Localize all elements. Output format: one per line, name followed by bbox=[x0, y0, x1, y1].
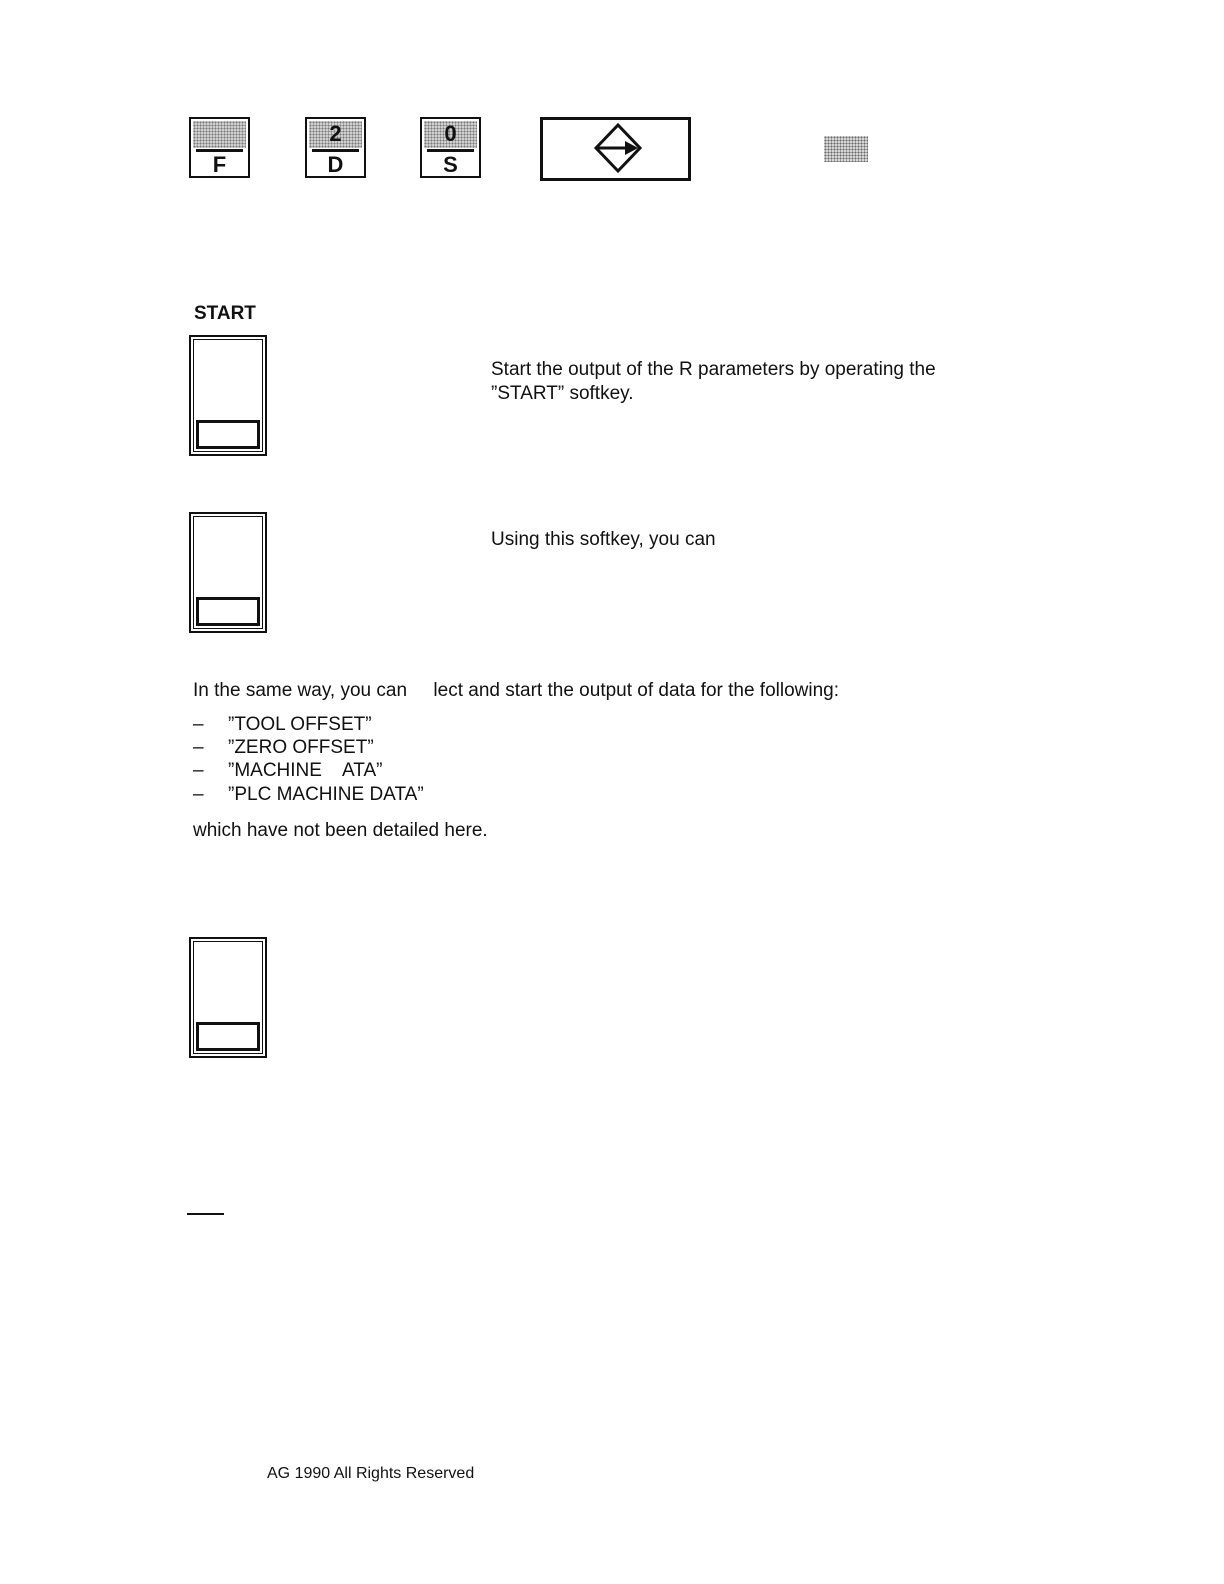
list-dash: – bbox=[193, 737, 204, 759]
unlabeled-softkey[interactable] bbox=[189, 512, 267, 633]
list-item bbox=[193, 713, 693, 736]
list-item-text: ”PLC MACHINE DATA” bbox=[228, 783, 424, 805]
footnote-rule bbox=[187, 1213, 224, 1215]
list-item bbox=[193, 736, 693, 759]
key-2-d[interactable] bbox=[305, 117, 366, 178]
list-item-text: ”TOOL OFFSET” bbox=[228, 714, 372, 735]
list-item bbox=[193, 759, 693, 782]
key-shade bbox=[193, 121, 246, 148]
softkey-slot bbox=[196, 1022, 260, 1051]
copyright-footer: AG 1990 All Rights Reserved bbox=[267, 1465, 475, 1482]
softkey-slot bbox=[196, 597, 260, 626]
input-arrow-icon bbox=[543, 120, 688, 178]
list-item bbox=[193, 783, 693, 806]
list-item-text: ”ZERO OFFSET” bbox=[228, 737, 374, 759]
list-dash: – bbox=[193, 760, 204, 782]
start-softkey-label: START bbox=[194, 303, 256, 324]
start-softkey[interactable] bbox=[189, 335, 267, 456]
key-bottom-char: D bbox=[327, 152, 344, 177]
softkey-lower[interactable] bbox=[189, 937, 267, 1058]
input-key[interactable] bbox=[540, 117, 691, 181]
closing-paragraph: which have not been detailed here. bbox=[193, 820, 488, 841]
list-dash: – bbox=[193, 783, 204, 805]
list-item-text: ”MACHINE ATA” bbox=[228, 760, 383, 782]
intro-paragraph: In the same way, you can lect and start the output of data for the following: bbox=[193, 680, 840, 701]
softkey-slot bbox=[196, 420, 260, 449]
data-type-list bbox=[193, 713, 693, 806]
softkey-description: Using this softkey, you can bbox=[491, 529, 716, 550]
key-f[interactable] bbox=[189, 117, 250, 178]
key-0-s[interactable] bbox=[420, 117, 481, 178]
key-top-char: 0 bbox=[444, 121, 457, 146]
start-description: Start the output of the R parameters by operating the ”START” softkey. bbox=[491, 359, 936, 404]
list-dash: – bbox=[193, 714, 204, 735]
shaded-indicator bbox=[824, 136, 868, 162]
key-bottom-char: F bbox=[212, 152, 227, 177]
key-top-char: 2 bbox=[329, 121, 342, 146]
key-bottom-char: S bbox=[443, 152, 458, 177]
